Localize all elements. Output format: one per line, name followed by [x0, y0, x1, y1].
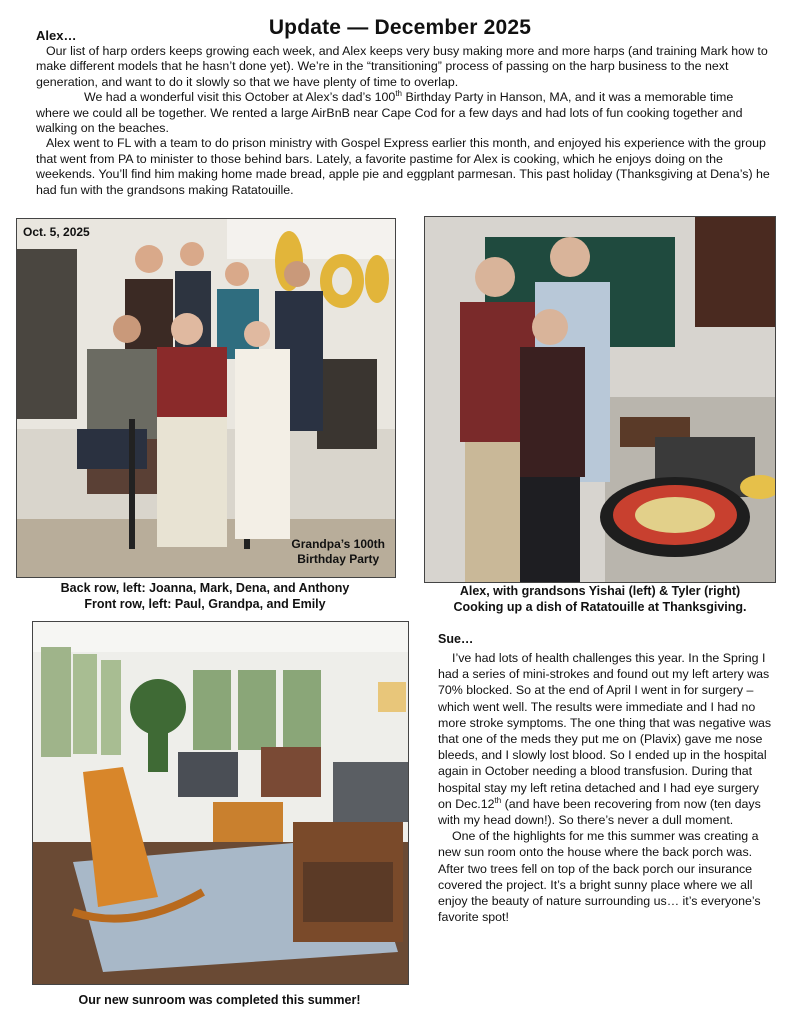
sue-section: [438, 650, 772, 925]
ordinal-suffix: th: [494, 795, 502, 805]
alex-paragraph-2-start: We had a wonderful visit this October at Alex’s dad’s 100: [84, 90, 396, 105]
ordinal-suffix: th: [395, 89, 402, 99]
family-photo-image: [17, 219, 395, 577]
alex-paragraph-2: [36, 90, 770, 136]
sue-paragraph-1-start: I’ve had lots of health challenges this year. In the Spring I had a series of mini-strokes and found out my left artery was 70% blocked. So at the end of April I went in for surgery – which went well. The results were immediate and I had no more stroke symptoms. The one thing that was negative was that one of the meds they put me on (Plavix) gave me nose bleeds, and I slowly lost blood. So I ended up in the hospital again in October needing a blood transfusion. During that hospital stay my left retina detached and I had eye surgery on Dec.12: [438, 651, 772, 811]
kitchen-photo-image: [425, 217, 775, 582]
alex-section: [36, 44, 770, 198]
caption-line-2: Front row, left: Paul, Grandpa, and Emily: [84, 597, 326, 611]
sue-paragraph-1: [438, 650, 772, 828]
caption-line-2: Cooking up a dish of Ratatouille at Thanksgiving.: [453, 600, 747, 614]
alex-paragraph-2-end: Birthday Party in Hanson, MA, and it was a memorable time where we could all be together. We rented a large AirBnB near Cape Cod for a few days and had lots of fun cooking together and walking on the beaches.: [36, 90, 743, 136]
kitchen-photo: [424, 216, 776, 583]
sunroom-photo-image: [33, 622, 408, 984]
sue-paragraph-2: One of the highlights for me this summer was creating a new sun room onto the house where the back porch was. After two trees fell on top of the back porch our insurance covered the project. It’s a bright sunny place where we all enjoy the beauty of nature surrounding us… it’s everyone’s favorite spot!: [438, 829, 761, 925]
alex-paragraph-1: Our list of harp orders keeps growing each week, and Alex keeps very busy making more and more harps (and training Mark how to make different models that he hasn’t done yet). We’re in the “transitioning” process of passing on the harp business to the next generation, and want to do it slowly so that we have plenty of time to overlap.: [36, 44, 768, 89]
sue-heading: Sue…: [438, 632, 474, 646]
kitchen-photo-caption: [420, 583, 780, 615]
overlay-line-2: Birthday Party: [297, 552, 380, 566]
alex-heading: Alex…: [36, 28, 77, 43]
overlay-line-1: Grandpa’s 100th: [291, 537, 385, 551]
photo-overlay-label: [291, 537, 385, 567]
photo-date-label: Oct. 5, 2025: [23, 225, 90, 239]
sue-paragraph-1-end: (and have been recovering from now (ten days with my head down!). So there’s never a dull moment.: [438, 796, 761, 828]
family-photo: [16, 218, 396, 578]
page-title: Update — December 2025: [268, 16, 532, 39]
family-photo-caption: [16, 580, 394, 612]
sunroom-photo: [32, 621, 409, 985]
caption-line-1: Back row, left: Joanna, Mark, Dena, and Anthony: [60, 581, 350, 595]
sunroom-photo-caption: Our new sunroom was completed this summer!: [78, 993, 361, 1007]
alex-paragraph-3: Alex went to FL with a team to do prison ministry with Gospel Express earlier this month, and enjoyed his experience with the group that went from PA to minister to those behind bars. Lately, a favorite pastime for Alex is cooking, which he enjoys doing on the weekends. You’ll find him making home made bread, apple pie and eggplant parmesan. This past holiday (Thanksgiving at Dena’s) he had fun with the grandsons making Ratatouille.: [36, 136, 770, 197]
caption-line-1: Alex, with grandsons Yishai (left) & Tyler (right): [459, 584, 741, 598]
